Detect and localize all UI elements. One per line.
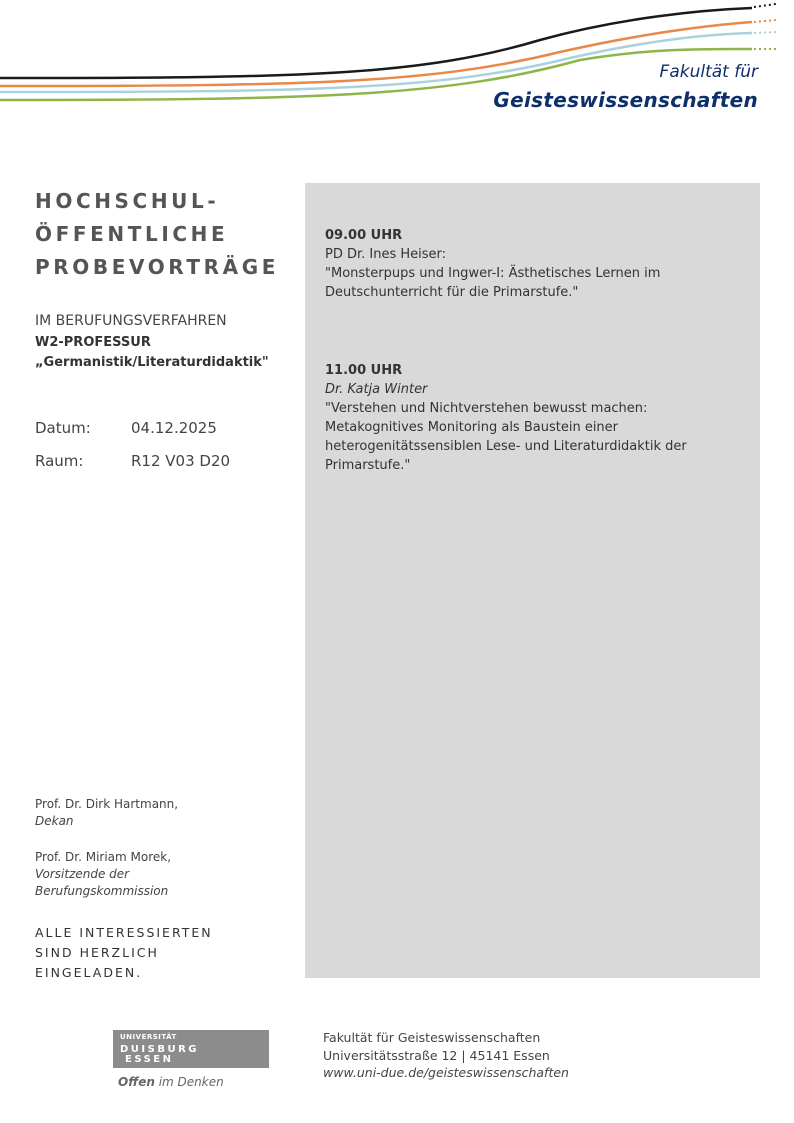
page-title bbox=[35, 185, 300, 284]
room-row bbox=[35, 452, 230, 470]
invitation-text bbox=[35, 923, 213, 983]
signature-dean bbox=[35, 796, 178, 830]
faculty-name-line1: Fakultät für bbox=[659, 62, 758, 82]
talk-title-line: Deutschunterricht für die Primarstufe." bbox=[325, 285, 579, 300]
swoosh-line-orange-dots bbox=[754, 20, 776, 22]
swoosh-line-lightblue-dots bbox=[754, 32, 776, 33]
talk-title-line: Primarstufe." bbox=[325, 458, 411, 473]
invitation-line: SIND HERZLICH bbox=[35, 945, 159, 960]
talk-title-line: "Monsterpups und Ingwer-I: Ästhetisches Lernen im bbox=[325, 266, 661, 281]
title-line: HOCHSCHUL- bbox=[35, 189, 220, 213]
invitation-line: EINGELADEN. bbox=[35, 965, 143, 980]
slogan-rest: im Denken bbox=[154, 1075, 224, 1089]
procedure-label: IM BERUFUNGSVERFAHREN bbox=[35, 313, 227, 329]
title-line: ÖFFENTLICHE bbox=[35, 222, 229, 246]
footer-street: Universitätsstraße 12 | 45141 Essen bbox=[323, 1047, 550, 1063]
title-line: PROBEVORTRÄGE bbox=[35, 255, 279, 279]
faculty-name-line2: Geisteswissenschaften bbox=[493, 88, 758, 112]
logo-university-label: UNIVERSITÄT bbox=[120, 1033, 177, 1041]
talk-title-line: Metakognitives Monitoring als Baustein einer bbox=[325, 420, 619, 435]
swoosh-line-orange bbox=[0, 22, 752, 86]
schedule-panel bbox=[305, 183, 760, 978]
footer-faculty: Fakultät für Geisteswissenschaften bbox=[323, 1030, 541, 1045]
talk-title-line: "Verstehen und Nichtverstehen bewusst machen: bbox=[325, 401, 648, 416]
talk-speaker: Dr. Katja Winter bbox=[325, 382, 428, 397]
talk-title-line: heterogenitätssensiblen Lese- und Literaturdidaktik der bbox=[325, 439, 687, 454]
signature-name: Prof. Dr. Miriam Morek, bbox=[35, 850, 172, 864]
date-value: 04.12.2025 bbox=[131, 419, 217, 437]
logo-duisburg: DUISBURG bbox=[120, 1044, 199, 1055]
swoosh-line-dark bbox=[0, 8, 752, 78]
talk-speaker: PD Dr. Ines Heiser: bbox=[325, 247, 447, 262]
talk-entry bbox=[325, 361, 745, 475]
date-label: Datum: bbox=[35, 419, 91, 437]
slogan-bold: Offen bbox=[118, 1075, 155, 1089]
room-label: Raum: bbox=[35, 452, 84, 470]
university-slogan bbox=[118, 1075, 224, 1089]
professorship-subject: „Germanistik/Literaturdidaktik" bbox=[35, 355, 269, 370]
talk-time: 09.00 UHR bbox=[325, 228, 403, 243]
talk-time: 11.00 UHR bbox=[325, 363, 403, 378]
professorship-label: W2-PROFESSUR bbox=[35, 335, 151, 350]
signature-name: Prof. Dr. Dirk Hartmann, bbox=[35, 797, 179, 811]
invitation-line: ALLE INTERESSIERTEN bbox=[35, 925, 213, 940]
signature-chair bbox=[35, 849, 171, 900]
university-logo bbox=[113, 1030, 269, 1068]
signature-role: Vorsitzende der bbox=[35, 867, 130, 881]
room-value: R12 V03 D20 bbox=[131, 452, 231, 470]
signature-role: Dekan bbox=[35, 814, 74, 828]
talk-entry bbox=[325, 226, 745, 302]
swoosh-line-lightblue bbox=[0, 33, 752, 92]
swoosh-line-dark-dots bbox=[754, 4, 776, 7]
logo-essen: ESSEN bbox=[125, 1054, 174, 1065]
footer-website-link[interactable]: www.uni-due.de/geisteswissenschaften bbox=[323, 1065, 569, 1080]
date-row bbox=[35, 419, 217, 437]
signature-role: Berufungskommission bbox=[35, 884, 169, 898]
footer-address bbox=[323, 1029, 569, 1082]
